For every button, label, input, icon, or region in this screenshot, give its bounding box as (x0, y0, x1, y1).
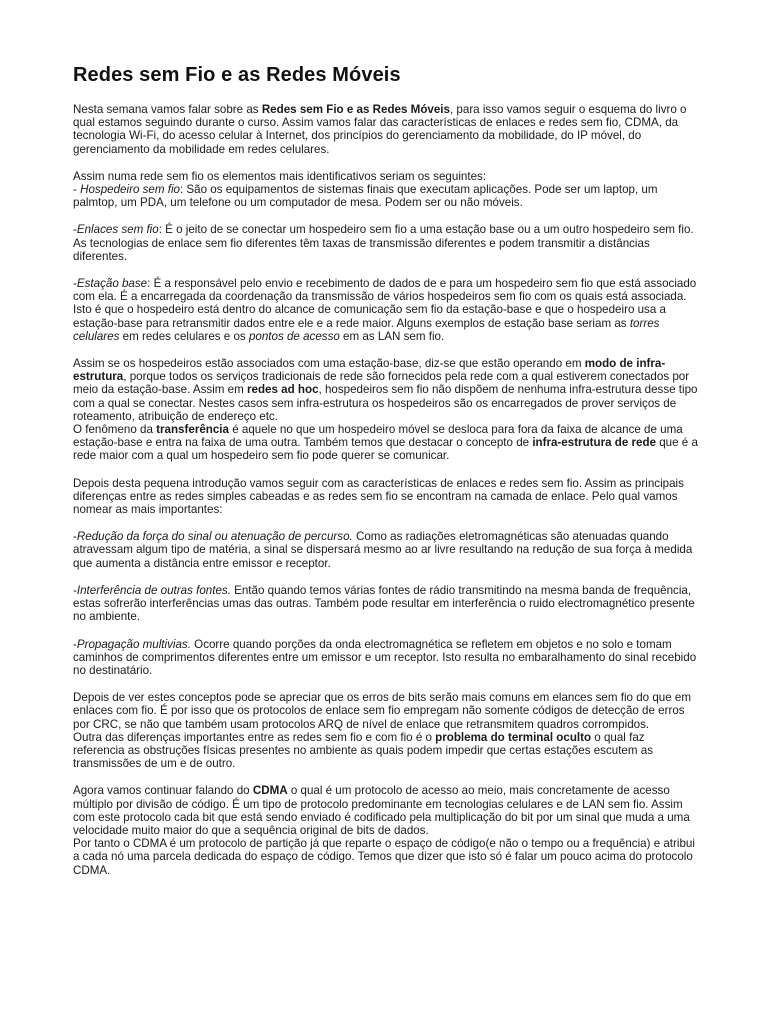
paragraph-block (73, 784, 698, 876)
paragraph-block (73, 357, 698, 463)
text-run: Assim se os hospedeiros estão associados com uma estação-base, diz-se que estão operando em (73, 357, 585, 371)
text-run: - (73, 637, 77, 651)
bold-text: Redes sem Fio e as Redes Móveis (261, 103, 450, 116)
italic-text: Estação base (76, 277, 148, 291)
text-run: - (73, 223, 77, 237)
bold-text: infra-estrutura de rede (532, 436, 657, 450)
page-title: Redes sem Fio e as Redes Móveis (73, 64, 401, 86)
text-run: Nesta semana vamos falar sobre as (73, 103, 262, 116)
italic-text: Redução da força do sinal ou atenuação de percurso. (76, 530, 353, 544)
paragraph-block (73, 223, 698, 263)
text-run: em as LAN sem fio. (339, 329, 445, 343)
text-run: o qual é um protocolo de acesso ao meio, mais concretamente de acesso múltiplo por divisão de código. É um tipo de protocolo predominante em tecnologias celulares e de LAN sem fio. Assim com este protocolo cada bit que está sendo enviado é codificado pela multiplicação do bit por um sinal que muda a uma velocidade muito maior do que a sequência original de bits de dados. (73, 784, 690, 837)
text-run: é aquele no que um hospedeiro móvel se desloca para fora da faixa de alcance de uma estação-base e entra na faixa de uma outra. Também temos que destacar o concepto de (73, 423, 683, 450)
paragraph (73, 784, 698, 837)
text-run: - (73, 277, 77, 291)
text-run: : É a responsável pelo envio e recebimento de dados de e para um hospedeiro sem fio que está associado com ela. É a encarregada da coordenação da transmissão de vários hospedeiros sem fio com os quais está associada. Isto é que o hospedeiro está dentro do alcance de comunicação sem fio da estação-base e que o hospedeiro usa a estação-base para retransmitir dados entre ele e a rede maior. Alguns exemplos de estação base seriam as (73, 277, 697, 330)
italic-text: Interferência de outras fontes. (76, 583, 231, 597)
text-run: o qual faz referencia as obstruções físicas presentes no ambiente as quais podem impedir que certas estações escutem as transmissões de um e de outro. (73, 730, 653, 771)
text-run: Então quando temos várias fontes de rádio transmitindo na mesma banda de frequência, estas sofrerão interferências umas das outras. Também pode resultar em interferência o ruido electromagnético presente no ambiente. (73, 583, 695, 624)
text-run: Ocorre quando porções da onda electromagnética se refletem em objetos e no solo e tomam caminhos de comprimentos diferentes entre um emissor e um receptor. Isto resulta no embaralhamento do sinal recebido no destinatário. (73, 637, 697, 677)
paragraph (73, 423, 698, 463)
bold-text: CDMA (252, 784, 288, 798)
paragraph (73, 277, 698, 343)
text-run: Como as radiações eletromagnéticas são atenuadas quando atravessam algum tipo de matéria, a sinal se dispersará mesmo ao ar livre resultando na redução de sua força à medida que aumenta a distância entre emissor e receptor. (73, 530, 693, 570)
bold-text: modo de infra-estrutura (73, 357, 666, 384)
text-run: - (73, 183, 81, 197)
italic-text: Propagação multivias. (76, 637, 191, 651)
paragraph (73, 638, 698, 678)
document-body (73, 103, 698, 877)
text-run: Por tanto o CDMA é um protocolo de partição já que reparte o espaço de código(e não o tempo ou a frequência) e atribui a cada nó uma parcela dedicada do espaço de código. Temos que dizer que isto só é falar um pouco acima do protocolo CDMA. (73, 837, 695, 877)
paragraph-block (73, 691, 698, 770)
text-run: : É o jeito de se conectar um hospedeiro sem fio a uma estação base ou a um outro hospedeiro sem fio. As tecnologias de enlace sem fio diferentes têm taxas de transmissão diferentes e podem transmitir a distâncias diferentes. (73, 223, 694, 263)
text-run: O fenômeno da (73, 423, 157, 437)
paragraph (73, 477, 698, 517)
paragraph-block (73, 530, 698, 570)
paragraph (73, 530, 698, 570)
italic-text: pontos de acesso (248, 329, 340, 343)
paragraph (73, 691, 698, 731)
paragraph (73, 357, 698, 423)
text-run: - (73, 530, 77, 544)
paragraph (73, 103, 698, 156)
paragraph (73, 837, 698, 877)
paragraph-block (73, 103, 698, 156)
bold-text: redes ad hoc (247, 383, 319, 397)
paragraph-block (73, 170, 698, 210)
paragraph-block (73, 477, 698, 517)
text-run: Agora vamos continuar falando do (73, 784, 253, 798)
text-run: Assim numa rede sem fio os elementos mais identificativos seriam os seguintes: (73, 169, 487, 183)
text-run: Depois desta pequena introdução vamos seguir com as características de enlaces e redes sem fio. Assim as principais diferenças entre as redes simples cabeadas e as redes sem fio se encontram na camada de enlace. Pelo qual vamos nomear as mais importantes: (73, 476, 684, 517)
bold-text: problema do terminal oculto (435, 730, 592, 744)
document-page (73, 64, 698, 891)
italic-text: torres celulares (73, 316, 660, 343)
text-run: : São os equipamentos de sistemas finais que executam aplicações. Pode ser um laptop, um palmtop, um PDA, um telefone ou um computador de mesa. Podem ser ou não móveis. (73, 183, 658, 210)
text-run: , hospedeiros sem fio não dispõem de nenhuma infra-estrutura desse tipo com a qual se conectar. Nestes casos sem infra-estrutura os hospedeiros são os encarregados de prover serviços de roteamento, atribuição de endereço etc. (73, 383, 698, 423)
italic-text: Hospedeiro sem fio (80, 183, 180, 197)
paragraph (73, 223, 698, 263)
text-run: em redes celulares e os (119, 329, 249, 343)
text-run: que é a rede maior com a qual um hospedeiro sem fio pode querer se comunicar. (73, 436, 698, 463)
paragraph-block (73, 277, 698, 343)
paragraph-block (73, 584, 698, 624)
bold-text: transferência (156, 423, 229, 437)
text-run: Outra das diferenças importantes entre as redes sem fio e com fio é o (73, 730, 436, 744)
text-run: - (73, 583, 77, 597)
paragraph (73, 731, 698, 771)
text-run: , porque todos os serviços tradicionais de rede são fornecidos pela rede com a qual estiverem conectados por meio da estação-base. Assim em (73, 370, 690, 397)
paragraph (73, 183, 698, 209)
paragraph (73, 584, 698, 624)
paragraph (73, 170, 698, 183)
paragraph-block (73, 638, 698, 678)
text-run: , para isso vamos seguir o esquema do livro o qual estamos seguindo durante o curso. Assim vamos falar das características de enlaces e redes sem fio, CDMA, da tecnologia Wi-Fi, do acesso celular à Internet, dos princípios do gerenciamento da mobilidade, do IP móvel, do gerenciamento da mobilidade em redes celulares. (73, 103, 687, 156)
italic-text: Enlaces sem fio (76, 223, 159, 237)
text-run: Depois de ver estes conceptos pode se apreciar que os erros de bits serão mais comuns em elances sem fio do que em enlaces com fio. É por isso que os protocolos de enlace sem fio empregam não somente códigos de detecção de erros por CRC, se não que também usam protocolos ARQ de nível de enlace que retransmitem quadros corrompidos. (73, 691, 692, 731)
